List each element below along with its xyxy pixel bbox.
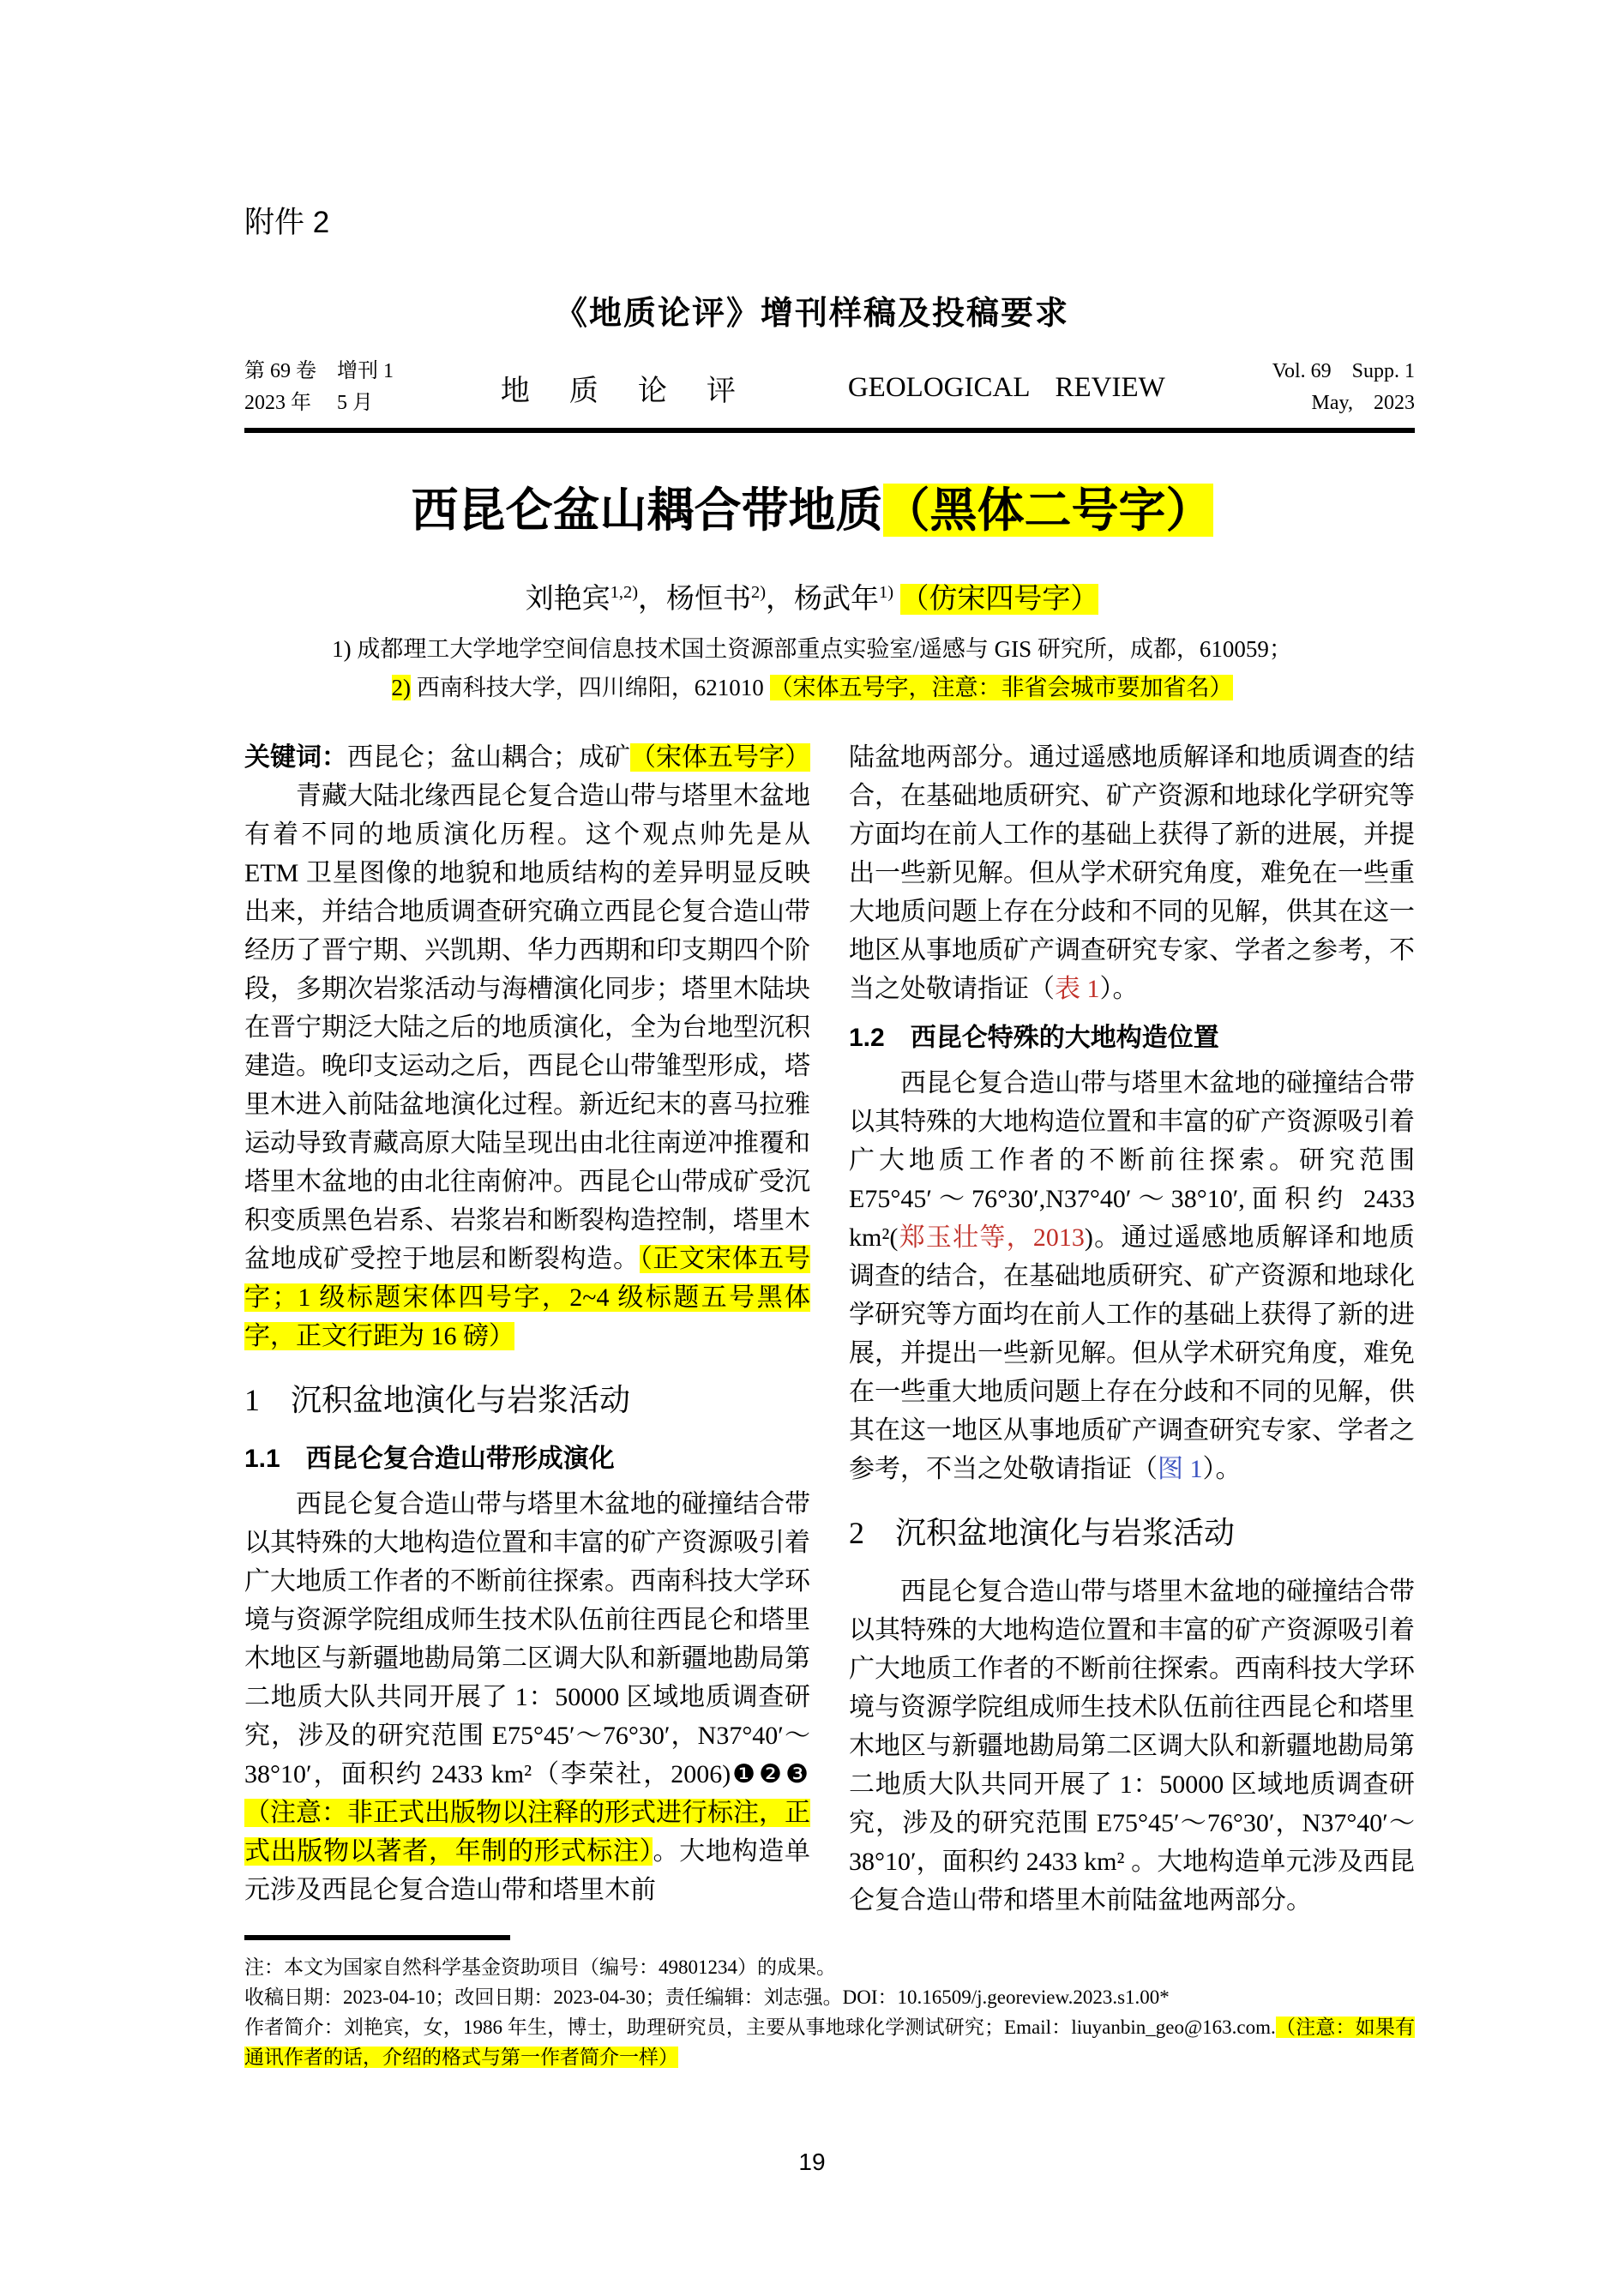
section-1-1-text: 西昆仑复合造山带与塔里木盆地的碰撞结合带以其特殊的大地构造位置和丰富的矿产资源吸引着广大地质工作者的不断前往探索。西南科技大学环境与资源学院组成师生技术队伍前往西昆仑和塔里木地区与新疆地勘局第二区调大队和新疆地勘局第二地质大队共同开展了 1：50000 区域地质调查研究，涉及的研究范围 E75°45′～76°30′，N37°40′～38°10′，面积约 2433 km²（李荣社，2006) [244,1490,810,1788]
masthead-volume-cn-line2: 2023 年 5 月 [244,392,373,414]
masthead-volume-en [1272,356,1415,419]
keywords-format-note: （宋体五号字） [630,743,810,772]
author-line [0,576,1624,616]
attachment-label: 附件 2 [244,206,330,239]
left-column [244,738,810,1920]
section-1-2-text-a: 西昆仑复合造山带与塔里木盆地的碰撞结合带以其特殊的大地构造位置和丰富的矿产资源吸引着广大地质工作者的不断前往探索。研究范围 E75°45′～76°30′,N37°40′～38°10′,面积约 2433 km²( [849,1069,1415,1252]
masthead-volume-cn-line1: 第 69 卷 增刊 1 [244,360,394,382]
author-1-affil-sup: 1,2) [610,583,639,602]
funding-note: 注：本文为国家自然科学基金资助项目（编号：49801234）的成果。 [244,1956,836,1978]
affiliation-2-number: 2) [391,675,411,700]
section-1-2-text-c: ）。 [1202,1455,1242,1483]
footnotes-block [244,1952,1415,2072]
affiliation-2-format-note: （宋体五号字，注意：非省会城市要加省名） [769,675,1233,700]
article-title [0,472,1624,540]
journal-title-en: GEOLOGICAL REVIEW [847,371,1165,403]
dates-editor-doi-note: 收稿日期：2023-04-10；改回日期：2023-04-30；责任编辑：刘志强。DOI：10.16509/j.georeview.2023.s1.00* [244,1986,1170,2008]
keywords-line [244,738,810,777]
body-format-note: （正文宋体五号字；1 级标题宋体四号字，2~4 级标题五号黑体字，正文行距为 16 磅） [244,1245,811,1350]
authors-format-note: （仿宋四号字） [900,584,1099,615]
section-1-2-paragraph [849,1064,1415,1488]
intro-paragraph [244,777,810,1355]
section-1-1-paragraph [244,1485,810,1909]
intro-paragraph-text: 青藏大陆北缘西昆仑复合造山带与塔里木盆地有着不同的地质演化历程。这个观点帅先是从 ETM 卫星图像的地貌和地质结构的差异明显反映出来，并结合地质调查研究确立西昆仑复合造山带经历了晋宁期、兴凯期、华力西期和印支期四个阶段，多期次岩浆活动与海槽演化同步；塔里木陆块在晋宁期泛大陆之后的地质演化，全为台地型沉积建造。晚印支运动之后，西昆仑山带雏型形成，塔里木进入前陆盆地演化过程。新近纪末的喜马拉雅运动导致青藏高原大陆呈现出由北往南逆冲推覆和塔里木盆地的由北往南俯冲。西昆仑山带成矿受沉积变质黑色岩系、岩浆岩和断裂构造控制，塔里木盆地成矿受控于地层和断裂构造。 [244,782,810,1273]
author-3-affil-sup: 1) [879,583,894,602]
journal-masthead [244,356,1415,433]
footnote-separator [244,1935,510,1940]
section-1-1-continued-paragraph [849,738,1415,1008]
article-title-text: 西昆仑盆山耦合带地质 [411,484,883,537]
figure-1-reference: 图 1 [1158,1455,1203,1483]
section-1-heading: 1 沉积盆地演化与岩浆活动 [244,1383,631,1417]
right-column [849,738,1415,1920]
author-3-name: ，杨武年 [766,584,880,615]
author-bio-text: 作者简介：刘艳宾，女，1986 年生，博士，助理研究员，主要从事地球化学测试研究；Email：liuyanbin_geo@163.com. [244,2017,1276,2038]
author-bio-format-note: （注意：如果有通讯作者的话，介绍的格式与第一作者简介一样） [244,2017,1416,2068]
affiliations [0,630,1624,707]
journal-title-cn: 地 质 论 评 [500,375,741,407]
section-1-1-heading: 1.1 西昆仑复合造山带形成演化 [244,1445,615,1473]
affiliation-2 [0,669,1624,707]
section-1-2-heading: 1.2 西昆仑特殊的大地构造位置 [849,1024,1219,1052]
table-1-reference: 表 1 [1055,975,1100,1003]
masthead-volume-en-line2: May, 2023 [1311,392,1415,414]
masthead-volume-en-line1: Vol. 69 Supp. 1 [1272,360,1415,382]
section-1-2-text-b: )。通过遥感地质解译和地质调查的结合，在基础地质研究、矿产资源和地球化学研究等方面均在前人工作的基础上获得了新的进展，并提出一些新见解。但从学术研究角度，难免在一些重大地质问题上存在分歧和不同的见解，供其在这一地区从事地质矿产调查研究专家、学者之参考，不当之处敬请指证（ [849,1223,1415,1483]
section-2-heading: 2 沉积盆地演化与岩浆活动 [849,1516,1236,1550]
article-body [244,738,1415,1920]
section-1-1-text-tail: 。大地构造单元涉及西昆仑复合造山带和塔里木前 [244,1837,811,1904]
continued-text: 陆盆地两部分。通过遥感地质解译和地质调查的结合，在基础地质研究、矿产资源和地球化学研究等方面均在前人工作的基础上获得了新的进展，并提出一些新见解。但从学术研究角度，难免在一些重大地质问题上存在分歧和不同的见解，供其在这一地区从事地质矿产调查研究专家、学者之参考，不当之处敬请指证（ [849,743,1415,1003]
author-1-name: 刘艳宾 [525,584,611,615]
zheng-2013-citation: 郑玉壮等，2013 [898,1223,1085,1252]
continued-text-end: ）。 [1099,975,1139,1003]
author-bio-note [244,2012,1415,2072]
page-number: 19 [798,2149,826,2175]
footnote-markers: ❶❷❸ [731,1759,810,1789]
affiliation-2-text: 西南科技大学，四川绵阳，621010 [411,675,770,700]
section-2-paragraph: 西昆仑复合造山带与塔里木盆地的碰撞结合带以其特殊的大地构造位置和丰富的矿产资源吸引着广大地质工作者的不断前往探索。西南科技大学环境与资源学院组成师生技术队伍前往西昆仑和塔里木地区与新疆地勘局第二区调大队和新疆地勘局第二地质大队共同开展了 1：50000 区域地质调查研究，涉及的研究范围 E75°45′～76°30′，N37°40′～38°10′，面积约 2433 km² 。大地构造单元涉及西昆仑复合造山带和塔里木前陆盆地两部分。 [849,1578,1415,1914]
author-2-name: ，杨恒书 [638,584,752,615]
citation-format-note: （注意：非正式出版物以注释的形式进行标注，正式出版物以著者，年制的形式标注） [244,1799,810,1866]
keywords-label: 关键词： [244,743,347,772]
document-title: 《地质论评》增刊样稿及投稿要求 [554,296,1069,332]
article-title-format-note: （黑体二号字） [882,484,1213,537]
masthead-volume-cn [244,356,394,419]
keywords-text: 西昆仑；盆山耦合；成矿 [347,743,630,772]
author-2-affil-sup: 2) [751,583,767,602]
affiliation-1: 1) 成都理工大学地学空间信息技术国土资源部重点实验室/遥感与 GIS 研究所，成都，610059； [332,636,1292,662]
